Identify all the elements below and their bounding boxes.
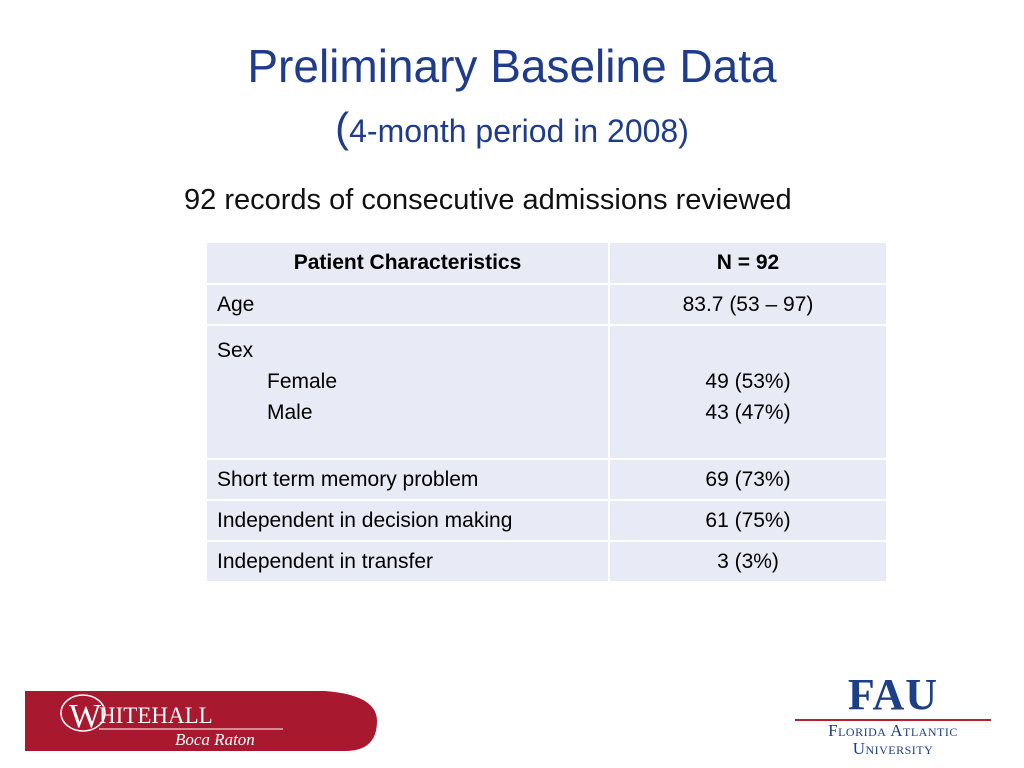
header-characteristics: Patient Characteristics xyxy=(206,242,609,284)
memory-label: Short term memory problem xyxy=(206,459,609,500)
table-row-memory xyxy=(206,459,887,500)
decision-value: 61 (75%) xyxy=(609,500,887,541)
sex-values-cell xyxy=(609,325,887,459)
whitehall-initial: W xyxy=(69,698,102,735)
age-label: Age xyxy=(206,284,609,325)
fau-name-line2: University xyxy=(852,739,934,758)
female-label: Female xyxy=(267,370,338,393)
fau-name-line1: Florida Atlantic xyxy=(828,721,958,740)
subtitle-open-paren: ( xyxy=(335,104,350,151)
fau-monogram: FAU xyxy=(847,670,939,719)
table-header-row xyxy=(206,242,887,284)
female-value: 49 (53%) xyxy=(705,370,791,393)
transfer-label: Independent in transfer xyxy=(206,541,609,582)
table-row-age xyxy=(206,284,887,325)
table-row-decision xyxy=(206,500,887,541)
table-row-transfer xyxy=(206,541,887,582)
patient-characteristics-table xyxy=(205,241,888,583)
memory-value: 69 (73%) xyxy=(609,459,887,500)
records-summary: 92 records of consecutive admissions reviewed xyxy=(184,184,792,216)
sex-cell xyxy=(206,325,609,459)
whitehall-logo xyxy=(25,691,377,751)
fau-name xyxy=(795,722,991,758)
sex-label: Sex xyxy=(217,339,254,362)
slide-subtitle xyxy=(0,106,1024,153)
fau-logo xyxy=(795,670,991,759)
whitehall-wordmark: HITEHALL xyxy=(99,703,213,728)
male-value: 43 (47%) xyxy=(705,401,791,424)
header-n: N = 92 xyxy=(609,242,887,284)
subtitle-close-paren: ) xyxy=(678,113,689,149)
slide-title: Preliminary Baseline Data xyxy=(247,40,777,92)
subtitle-text: 4-month period in 2008 xyxy=(349,113,679,149)
age-value: 83.7 (53 – 97) xyxy=(609,284,887,325)
table-row-sex xyxy=(206,325,887,459)
decision-label: Independent in decision making xyxy=(206,500,609,541)
male-label: Male xyxy=(267,401,313,424)
whitehall-script: Boca Raton xyxy=(175,730,255,749)
transfer-value: 3 (3%) xyxy=(609,541,887,582)
